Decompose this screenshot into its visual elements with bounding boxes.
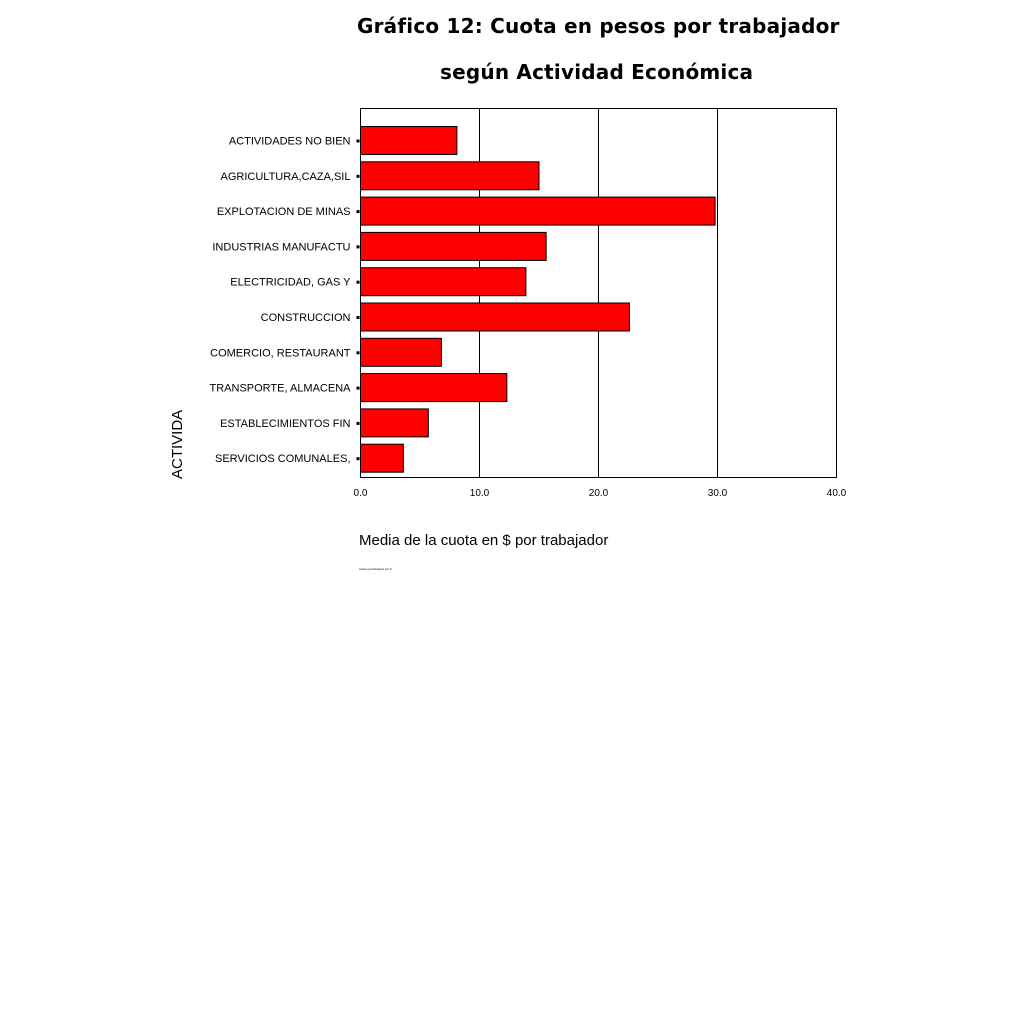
category-label: EXPLOTACION DE MINAS [216, 206, 351, 219]
bar [361, 197, 716, 225]
category-label: AGRICULTURA,CAZA,SIL [220, 170, 351, 183]
category-label: CONSTRUCCION [260, 312, 351, 324]
y-tick-mark [357, 387, 360, 390]
y-tick-mark [357, 175, 360, 178]
category-label: ACTIVIDADES NO BIEN [228, 135, 351, 148]
x-tick-label: 10.0 [469, 488, 490, 499]
x-tick-label: 30.0 [707, 488, 728, 499]
bar [361, 374, 507, 402]
category-label: SERVICIOS COMUNALES, [215, 453, 351, 466]
bar [361, 162, 540, 190]
bar [361, 338, 442, 366]
chart-subtitle: según Actividad Económica [440, 60, 754, 84]
x-tick-label: 0.0 [353, 488, 368, 499]
category-label: ESTABLECIMIENTOS FIN [220, 417, 351, 430]
y-tick-mark [357, 351, 360, 354]
footnote: Casos ponderados por F [359, 567, 393, 571]
bar [361, 268, 526, 296]
y-tick-mark [357, 457, 360, 460]
category-label: INDUSTRIAS MANUFACTU [212, 241, 351, 254]
category-label: COMERCIO, RESTAURANT [210, 347, 351, 360]
category-label: TRANSPORTE, ALMACENA [209, 382, 351, 395]
y-tick-mark [357, 210, 360, 213]
y-tick-mark [357, 245, 360, 248]
bar [361, 409, 429, 437]
y-tick-mark [357, 422, 360, 425]
x-tick-label: 20.0 [588, 488, 609, 499]
chart-title: Gráfico 12: Cuota en pesos por trabajador [357, 14, 840, 38]
category-label: ELECTRICIDAD, GAS Y [230, 276, 351, 289]
category-labels [210, 136, 360, 466]
x-tick-labels [354, 488, 847, 499]
bar [361, 232, 547, 260]
bar [361, 127, 457, 155]
y-axis-label: ACTIVIDA [169, 409, 186, 479]
y-tick-mark [357, 281, 360, 284]
x-axis-label: Media de la cuota en $ por trabajador [359, 532, 609, 549]
bar [361, 303, 630, 331]
y-tick-mark [357, 316, 360, 319]
x-tick-label: 40.0 [826, 488, 847, 499]
y-tick-mark [357, 140, 360, 143]
bar [361, 444, 404, 472]
